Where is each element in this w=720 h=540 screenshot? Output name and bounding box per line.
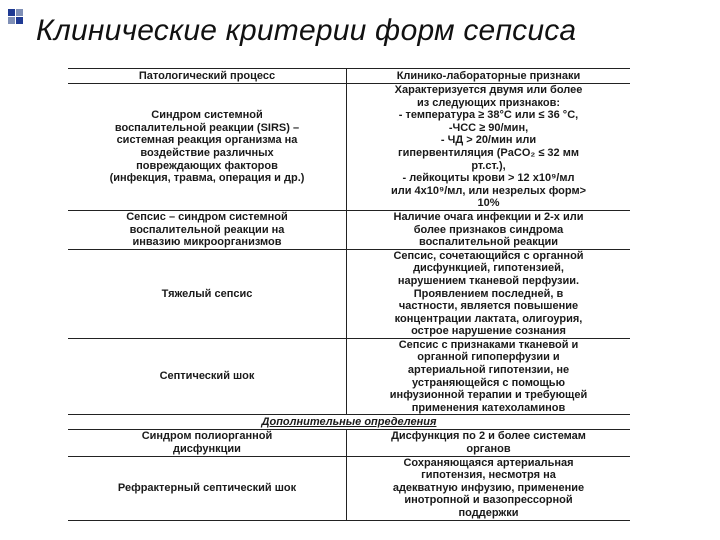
process-cell bbox=[68, 430, 347, 456]
bullet-square-icon bbox=[16, 17, 23, 24]
process-cell bbox=[68, 338, 347, 415]
signs-cell bbox=[347, 338, 631, 415]
signs-text: Сепсис с признаками тканевой и органной гипоперфузии и артериальной гипотензии, не устраняющейся с помощью инфузионной терапии и требующей применения катехоламинов bbox=[389, 338, 588, 414]
process-text: Септический шок bbox=[159, 370, 255, 383]
signs-cell bbox=[347, 430, 631, 456]
table-row bbox=[68, 456, 630, 520]
process-text: Синдром полиорганной дисфункции bbox=[141, 430, 273, 456]
bullet-square-icon bbox=[8, 9, 15, 16]
process-text: Сепсис – синдром системной воспалительной реакции на инвазию микроорганизмов bbox=[126, 210, 288, 249]
table-row bbox=[68, 338, 630, 415]
bullet-square-icon bbox=[16, 9, 23, 16]
section-title: Дополнительные определения bbox=[68, 415, 630, 430]
table-row bbox=[68, 210, 630, 249]
signs-text: Наличие очага инфекции и 2-х или более признаков синдрома воспалительной реакции bbox=[393, 210, 584, 249]
process-text: Тяжелый сепсис bbox=[161, 287, 253, 300]
process-text: Рефрактерный септический шок bbox=[117, 481, 297, 494]
table-row bbox=[68, 84, 630, 211]
signs-text: Сохраняющаяся артериальная гипотензия, несмотря на адекватную инфузию, применение инотропной и вазопрессорной поддержки bbox=[392, 456, 585, 519]
signs-cell bbox=[347, 249, 631, 338]
signs-cell bbox=[347, 456, 631, 520]
signs-text: Характеризуется двумя или более из следующих признаков: - температура ≥ 38°С или ≤ 36 °С, -ЧСС ≥ 90/мин, - ЧД > 20/мин или гипервентиляция (PaCO₂ ≤ 32 мм рт.ст.), - лейкоциты крови > 12 х10⁹/мл или 4х10⁹/мл, или незрелых форм> 10% bbox=[390, 84, 587, 210]
process-cell bbox=[68, 84, 347, 211]
signs-text: Дисфункция по 2 и более системам органов bbox=[391, 430, 586, 456]
process-text: Синдром системной воспалительной реакции (SIRS) – системная реакция организма на воздействие различных повреждающих факторов (инфекция, травма, операция и др.) bbox=[109, 109, 305, 185]
process-cell bbox=[68, 210, 347, 249]
bullet-square-icon bbox=[8, 17, 15, 24]
column-header: Клинико-лабораторные признаки bbox=[347, 69, 631, 84]
signs-cell bbox=[347, 84, 631, 211]
criteria-table bbox=[68, 68, 630, 521]
process-cell bbox=[68, 249, 347, 338]
process-cell bbox=[68, 456, 347, 520]
table-row bbox=[68, 430, 630, 456]
section-row bbox=[68, 415, 630, 430]
column-header: Патологический процесс bbox=[68, 69, 347, 84]
table-header-row bbox=[68, 69, 630, 84]
page-title: Клинические критерии форм сепсиса bbox=[36, 14, 577, 47]
signs-cell bbox=[347, 210, 631, 249]
table-row bbox=[68, 249, 630, 338]
signs-text: Сепсис, сочетающийся с органной дисфункцией, гипотензией, нарушением тканевой перфузии. Проявлением последней, в частности, является повышение концентрации лактата, олигоурия, острое нарушение сознания bbox=[393, 249, 584, 338]
